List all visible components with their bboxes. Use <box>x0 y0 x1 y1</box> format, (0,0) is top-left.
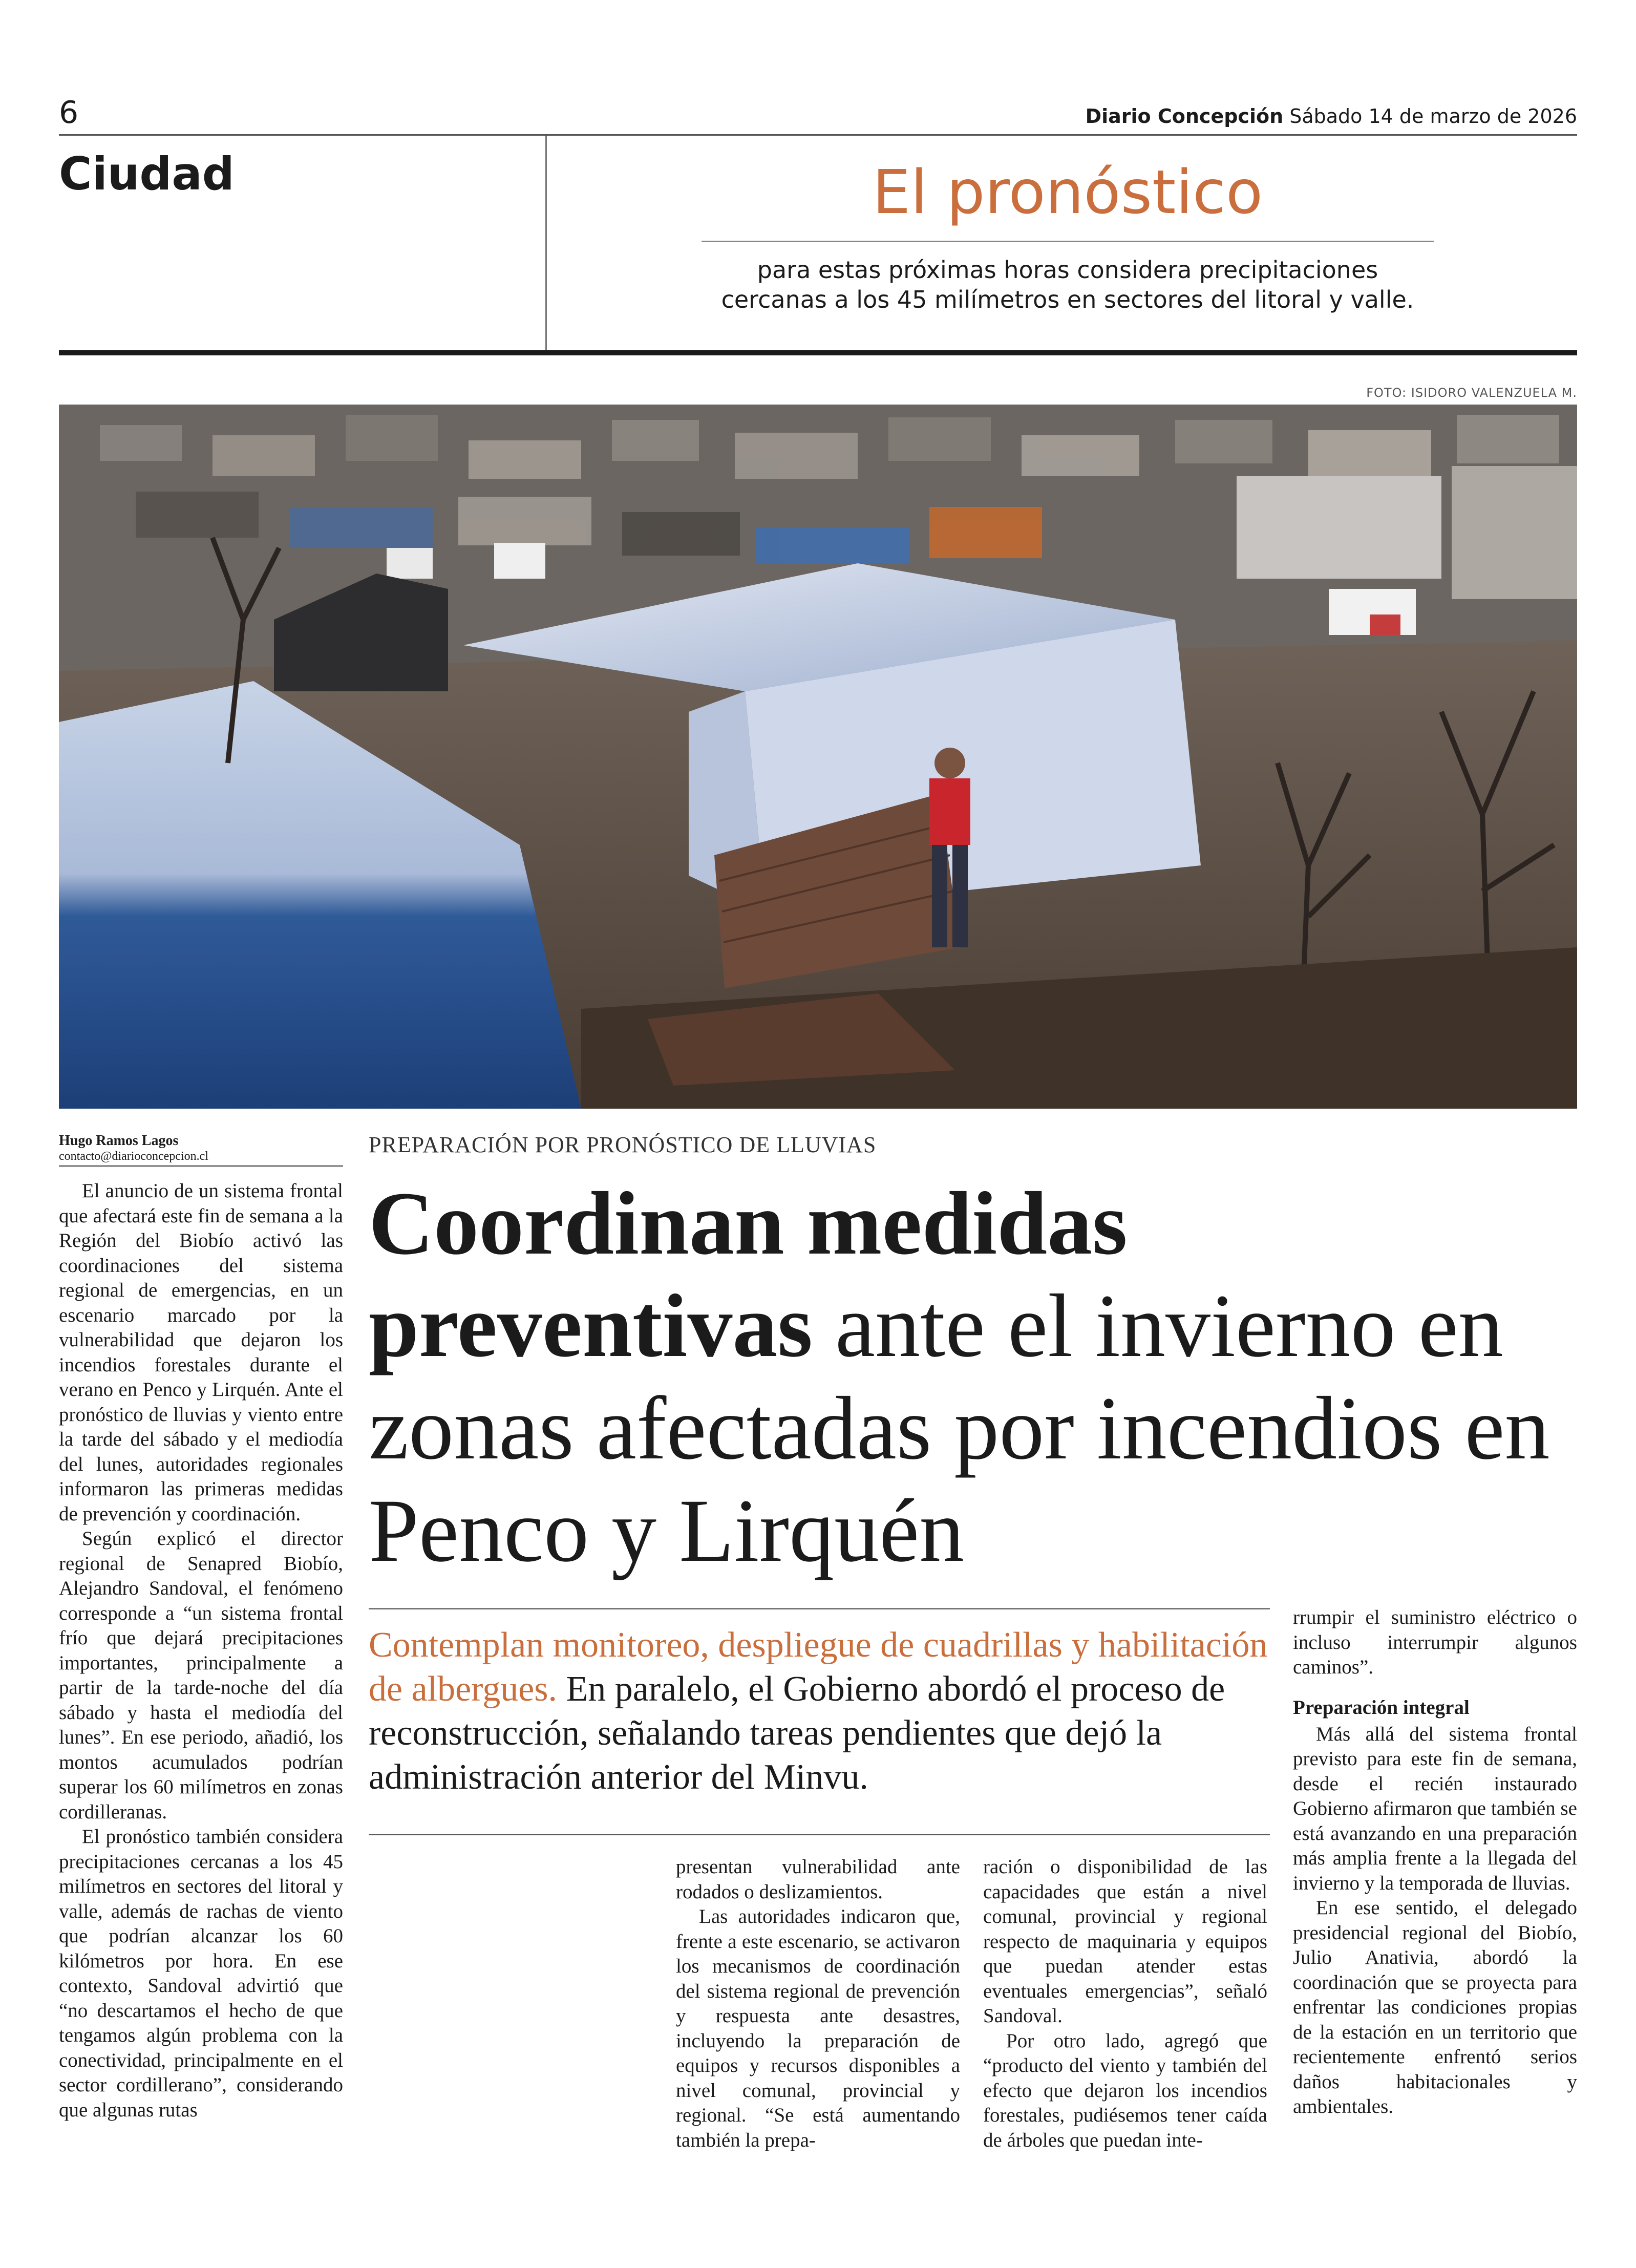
lede-accent: Contemplan monitoreo, despliegue de cuadrillas y habilitación de albergues. <box>369 1625 1268 1709</box>
lede-rule-top <box>369 1608 1270 1609</box>
header-divider <box>545 136 547 351</box>
forecast-body: para estas próximas horas considera precipitaciones cercanas a los 45 milímetros en sectores del litoral y valle. <box>721 256 1414 313</box>
paragraph: En ese sentido, el delegado presidencial regional del Biobío, Julio Anativia, abordó la coordinación que se proyecta para enfrentar las condiciones propias de la estación en un territorio que recientemente enfrentó serios daños habitacionales y ambientales. <box>1293 1897 1577 2117</box>
paragraph: rrumpir el suministro eléctrico o incluso interrumpir algunos caminos”. <box>1293 1606 1577 1678</box>
paragraph: ración o disponibilidad de las capacidades que están a nivel comunal, provincial y regional respecto de maquinaria y equipos que puedan atender estas eventuales emergencias”, señaló Sandoval. <box>983 1856 1267 2027</box>
page-number: 6 <box>59 95 79 131</box>
paragraph: Más allá del sistema frontal previsto para este fin de semana, desde el recién instaurado Gobierno afirmaron que también se está avanzando en una preparación más amplia frente a la llegada del invierno y la temporada de lluvias. <box>1293 1723 1577 1894</box>
body-column-1 <box>59 1179 343 2123</box>
paragraph: El anuncio de un sistema frontal que afectará este fin de semana a la Región del Biobío activó las coordinaciones del sistema regional de emergencias, en un escenario marcado por la vulnerabilidad que dejaron los incendios forestales durante el verano en Penco y Lirquén. Ante el pronóstico de lluvias y viento entre la tarde del sábado y el mediodía del lunes, autoridades regionales informaron las primeras medidas de prevención y coordinación. <box>59 1180 343 1525</box>
heavy-rule <box>59 350 1577 355</box>
paragraph: Según explicó el director regional de Senapred Biobío, Alejandro Sandoval, el fenómeno corresponde a “un sistema frontal frío que dejará precipitaciones importantes, principalmente a partir de la tarde-noche del día sábado y hasta el mediodía del lunes”. En ese periodo, añadió, los montos acumulados podrían superar los 60 milímetros en zonas cordilleranas. <box>59 1528 343 1823</box>
byline-rule <box>59 1165 343 1167</box>
photo-credit: FOTO: ISIDORO VALENZUELA M. <box>1366 386 1577 400</box>
byline-email: contacto@diarioconcepcion.cl <box>59 1150 208 1163</box>
byline-author: Hugo Ramos Lagos <box>59 1133 179 1149</box>
paragraph: Las autoridades indicaron que, frente a este escenario, se activaron los mecanismos de coordinación del sistema regional de prevención y respuesta ante desastres, incluyendo la preparación de equipos y recursos disponibles a nivel comunal, provincial y regional. “Se está aumentando también la prepa- <box>676 1905 960 2151</box>
top-rule <box>59 134 1577 136</box>
paragraph: presentan vulnerabilidad ante rodados o deslizamientos. <box>676 1856 960 1903</box>
headline-regular: ante el invierno en zonas afectadas por incendios en Penco y Lirquén <box>369 1276 1550 1581</box>
forecast-title: El pronóstico <box>872 157 1263 227</box>
paragraph: Por otro lado, agregó que “producto del viento y también del efecto que dejaron los incendios forestales, pudiésemos tener caída de árboles que puedan inte- <box>983 2029 1267 2151</box>
article-kicker: PREPARACIÓN POR PRONÓSTICO DE LLUVIAS <box>369 1132 877 1157</box>
headline <box>369 1173 1577 1582</box>
headline-bold: Coordinan medidas preventivas <box>369 1174 1128 1376</box>
newspaper-name: Diario Concepción <box>1085 105 1284 128</box>
body-column-4 <box>1293 1605 1577 2119</box>
paragraph: El pronóstico también considera precipitaciones cercanas a los 45 milímetros en sectores del litoral y valle, además de rachas de viento que podrían alcanzar los 60 kilómetros por hora. En ese contexto, Sandoval advirtió que “no descartamos el hecho de que tengamos algún problema con la conectividad, principalmente en el sector cordillerano”, considerando que algunas rutas <box>59 1826 343 2121</box>
masthead <box>1086 105 1577 128</box>
lede-rest: En paralelo, el Gobierno abordó el proceso de reconstrucción, señalando tareas pendientes que dejó la administración anterior del Minvu. <box>369 1669 1225 1797</box>
lede <box>369 1623 1270 1799</box>
subheading: Preparación integral <box>1293 1696 1470 1719</box>
body-column-3 <box>983 1855 1267 2153</box>
news-photo <box>59 405 1577 1109</box>
lede-rule-bottom <box>369 1834 1270 1835</box>
section-label: Ciudad <box>59 147 235 200</box>
body-column-2 <box>676 1855 960 2153</box>
forecast-rule <box>702 241 1434 242</box>
issue-date: Sábado 14 de marzo de 2026 <box>1289 105 1577 128</box>
